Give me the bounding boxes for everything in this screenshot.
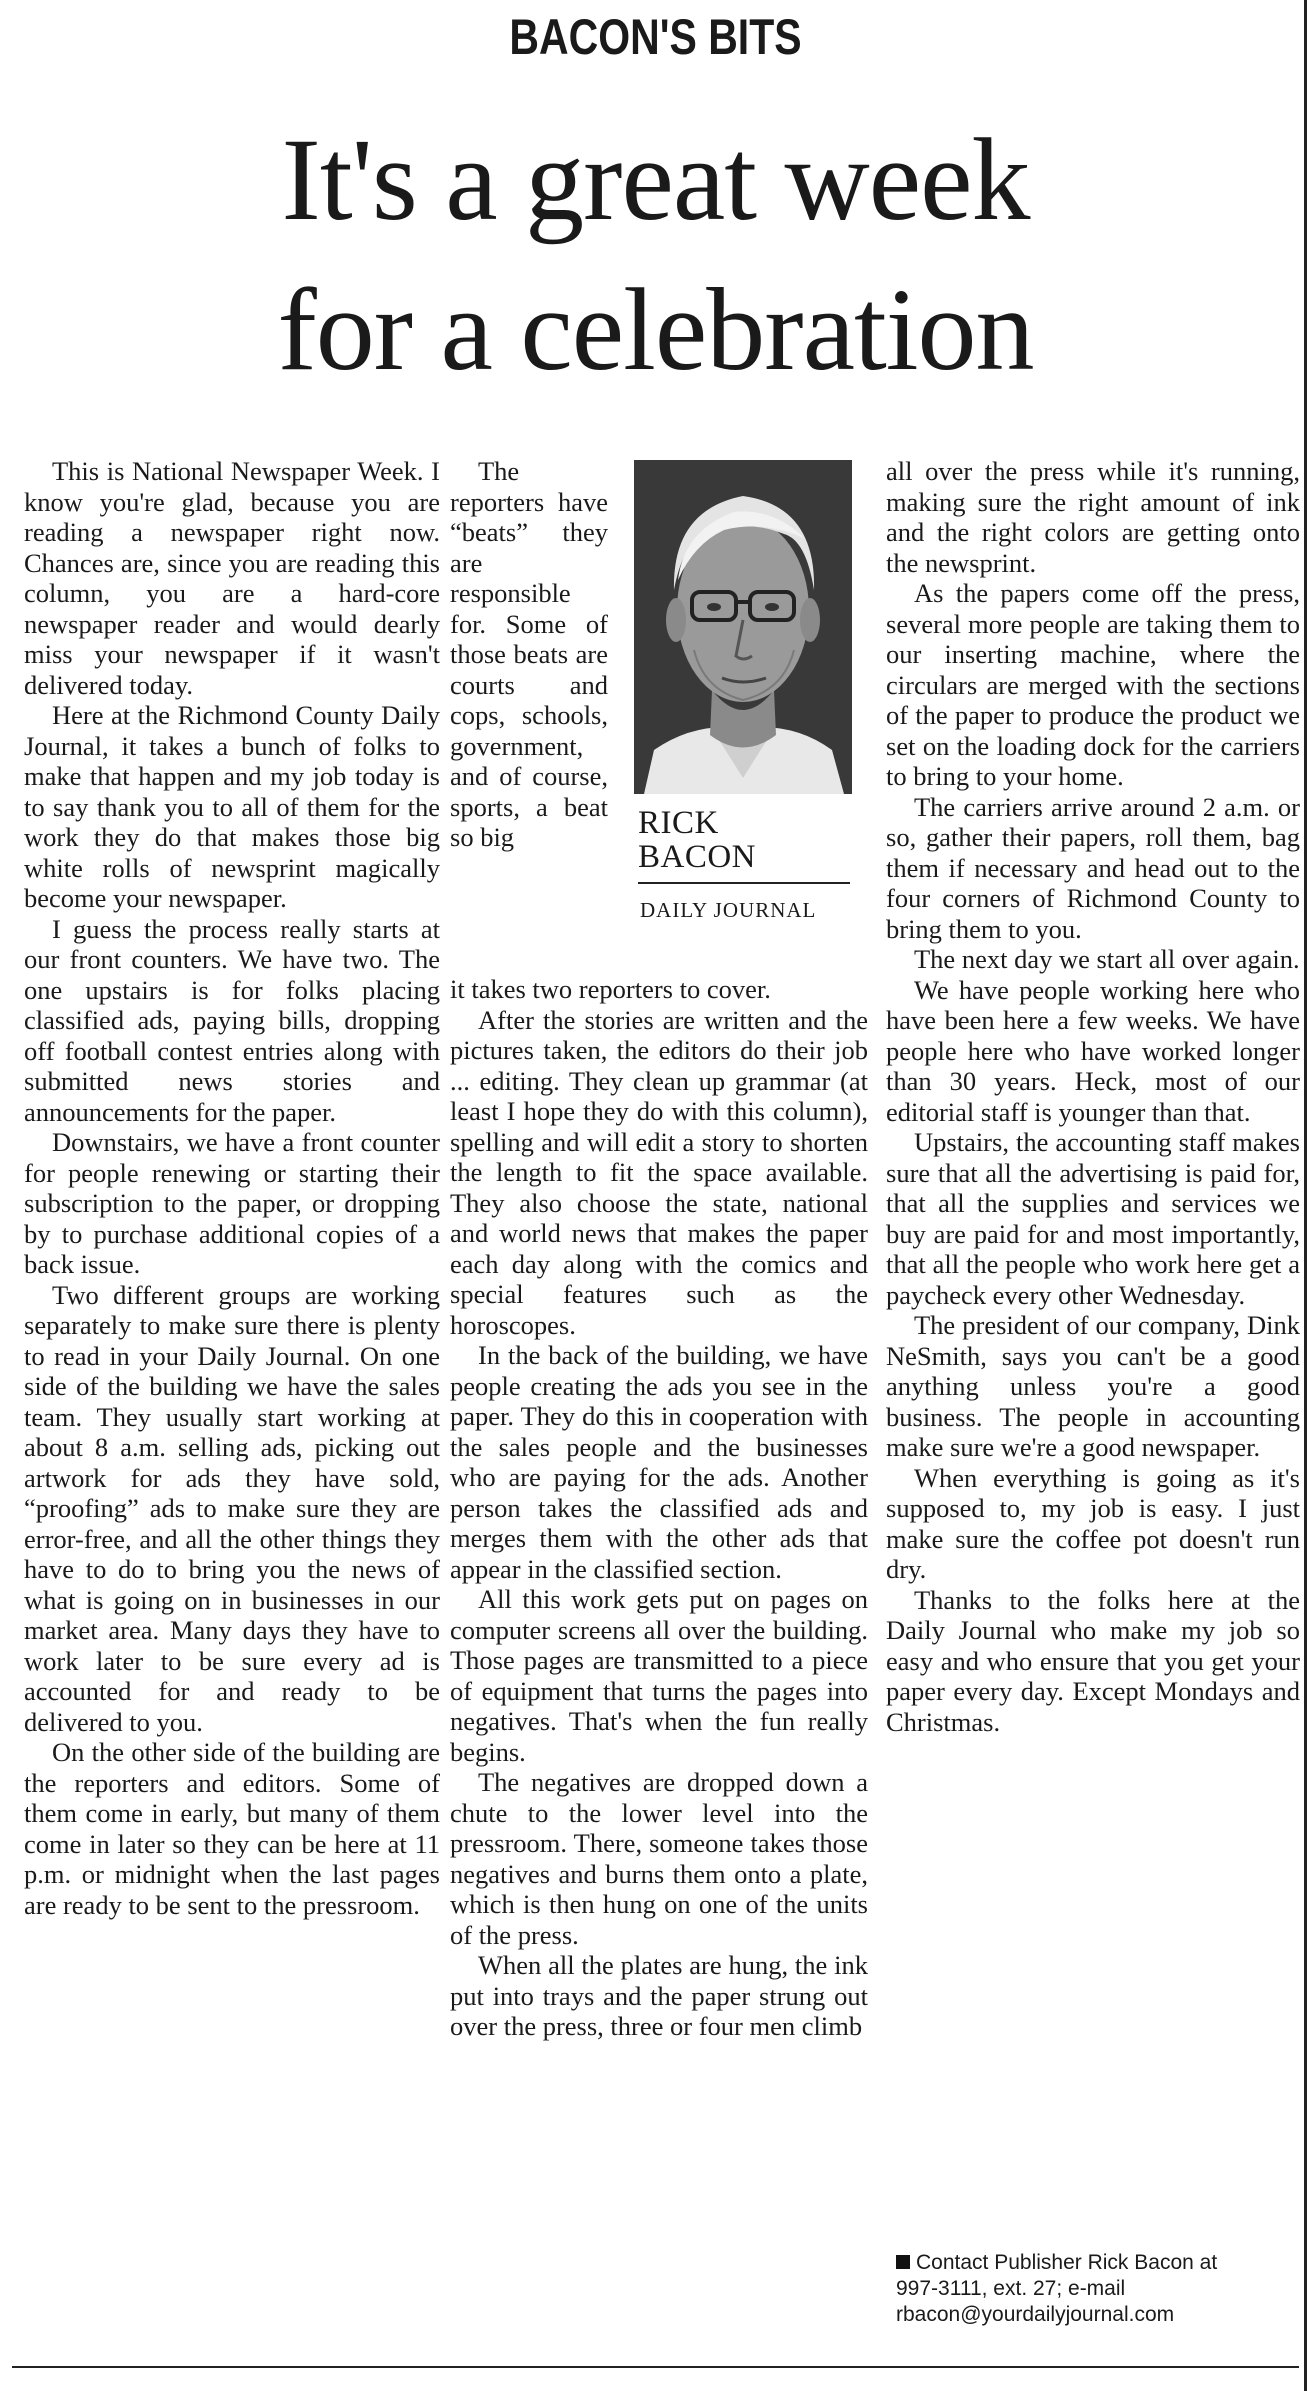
paragraph: Two different groups are working separately to make sure there is plenty to read in your Daily Journal. On one side of the building we have the sales team. They usually start working at about 8 a.m. selling ads, picking out artwork for ads they have sold, “proofing” ads to make sure they are error-free, and all the other things they have to do to bring you the news of what is going on in businesses in our market area. Many days they have to work later to be sure every ad is accounted for and ready to be delivered to you. (24, 1279, 440, 1737)
paragraph: it takes two reporters to cover. (450, 974, 771, 1004)
paragraph: Here at the Richmond County Daily Journal, it takes a bunch of folks to make that happen and my job today is to say thank you to all of them for the work they do that makes those big white rolls of newsprint magically become your newspaper. (24, 700, 440, 913)
headline-line-2: for a celebration (277, 264, 1034, 395)
paragraph: When all the plates are hung, the ink put into trays and the paper strung out over the press, three or four men climb (450, 1950, 868, 2041)
byline-divider (638, 882, 850, 884)
headline-line-1: It's a great week (281, 114, 1030, 245)
paragraph: The negatives are dropped down a chute to the lower level into the pressroom. There, someone takes those negatives and burns them onto a plate, which is then hung on one of the units of the press. (450, 1767, 868, 1950)
column-name: BACON'S BITS (509, 9, 802, 65)
author-photo (634, 460, 852, 794)
contact-line-2: 997-3111, ext. 27; e-mail (896, 2277, 1126, 2300)
article-column-1 (24, 456, 440, 1920)
article-column-2-top (450, 456, 608, 853)
bullet-square-icon (896, 2255, 910, 2269)
author-name (638, 806, 858, 874)
paragraph: On the other side of the building are the reporters and editors. Some of them come in early, but many of them come in later so they can be here at 11 p.m. or midnight when the last pages are ready to be sent to the pressroom. (24, 1737, 440, 1920)
paragraph: all over the press while it's running, making sure the right amount of ink and the right colors are getting onto the newsprint. (886, 456, 1300, 578)
contact-info (896, 2250, 1300, 2328)
author-portrait-image (634, 460, 852, 794)
article-column-3 (886, 456, 1300, 1737)
paragraph: The president of our company, Dink NeSmith, says you can't be a good anything unless you're a good business. The people in accounting make sure we're a good newspaper. (886, 1310, 1300, 1462)
paragraph: Thanks to the folks here at the Daily Journal who make my job so easy and who ensure that you get your paper every day. Except Mondays and Christmas. (886, 1584, 1300, 1737)
contact-text: Contact Publisher Rick Bacon at (916, 2251, 1218, 2274)
paragraph: Upstairs, the accounting staff makes sure that all the advertising is paid for, that all the supplies and services we buy are paid for and most importantly, that all the people who work here get a paycheck every other Wednesday. (886, 1127, 1300, 1310)
paragraph: The carriers arrive around 2 a.m. or so, gather their papers, roll them, bag them if necessary and head out to the four corners of Richmond County to bring them to you. (886, 791, 1300, 944)
paragraph: All this work gets put on pages on computer screens all over the building. Those pages are transmitted to a piece of equipment that turns the pages into negatives. That's when the fun really begins. (450, 1584, 868, 1767)
paragraph: Downstairs, we have a front counter for people renewing or starting their subscription to the paper, or dropping by to purchase additional copies of a back issue. (24, 1127, 440, 1279)
paragraph: In the back of the building, we have people creating the ads you see in the paper. They do this in cooperation with the sales people and the businesses who are paying for the ads. Another person takes the classified ads and merges them with the other ads that appear in the classified section. (450, 1340, 868, 1584)
paragraph: The next day we start all over again. (914, 944, 1300, 974)
paragraph: After the stories are written and the pictures taken, the editors do their job ... editing. They clean up grammar (at least I hope they do with this column), spelling and will edit a story to shorten the length to fit the space available. They also choose the state, national and world news that makes the paper each day along with the comics and special features such as the horoscopes. (450, 1004, 868, 1340)
paragraph: When everything is going as it's supposed to, my job is easy. I just make sure the coffee pot doesn't run dry. (886, 1462, 1300, 1584)
contact-email: rbacon@yourdailyjournal.com (896, 2303, 1175, 2326)
paragraph: As the papers come off the press, several more people are taking them to our inserting machine, where the circulars are merged with the sections of the paper to produce the product we set on the loading dock for the carriers to bring to your home. (886, 578, 1300, 791)
paragraph: This is National Newspaper Week. I know you're glad, because you are reading a newspaper right now. Chances are, since you are reading this column, you are a hard-core newspaper reader and would dearly miss your newspaper if it wasn't delivered today. (24, 456, 440, 700)
paragraph: We have people working here who have been here a few weeks. We have people here who have worked longer than 30 years. Heck, most of our editorial staff is younger than that. (886, 974, 1300, 1127)
article-column-2 (450, 974, 868, 2042)
author-last-name: BACON (638, 839, 757, 875)
paragraph: The reporters have “beats” they are responsible for. Some of those beats are courts and cops, schools, government, and of course, sports, a beat so big (450, 456, 608, 852)
author-affiliation: DAILY JOURNAL (640, 898, 817, 922)
author-first-name: RICK (638, 805, 719, 841)
headline (0, 105, 1311, 405)
contact-line-1 (896, 2250, 1300, 2276)
bottom-border-rule (12, 2366, 1299, 2368)
paragraph: I guess the process really starts at our front counters. We have two. The one upstairs is for folks placing classified ads, paying bills, dropping off football contest entries along with submitted news stories and announcements for the paper. (24, 913, 440, 1127)
